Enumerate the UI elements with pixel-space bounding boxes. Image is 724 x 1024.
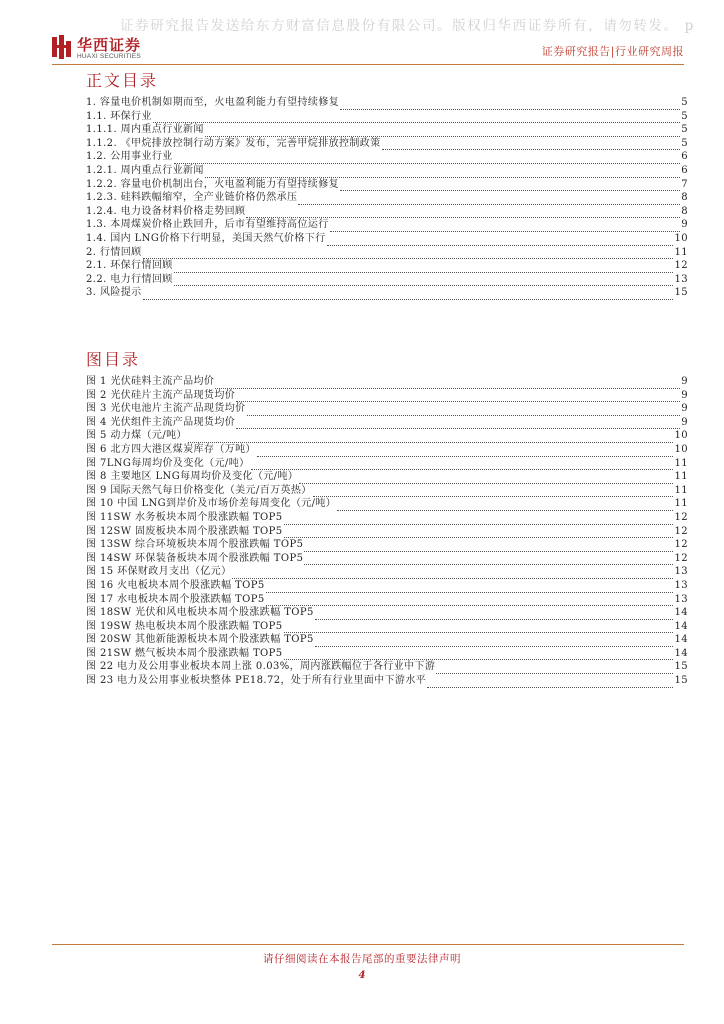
toc-dot-leader <box>143 290 674 300</box>
toc-entry-page[interactable]: 10 <box>674 430 688 442</box>
toc-dot-leader <box>298 195 680 205</box>
toc-entry-title[interactable]: 图 6 北方四大港区煤炭库存（万吨） <box>86 443 256 455</box>
toc-entry-page[interactable]: 14 <box>674 620 688 632</box>
toc-entry[interactable] <box>86 511 688 525</box>
toc-dot-leader <box>174 263 674 273</box>
toc-dot-leader <box>266 583 674 593</box>
report-type-label: 证券研究报告|行业研究周报 <box>541 45 684 58</box>
toc-entry-page[interactable]: 12 <box>674 552 688 564</box>
toc-dot-leader <box>246 208 680 218</box>
toc-dot-leader <box>327 236 674 246</box>
page-number: 4 <box>358 970 366 981</box>
toc-dot-leader <box>266 596 674 606</box>
toc-entry-page[interactable]: 15 <box>674 675 688 687</box>
toc-entry-title[interactable]: 2. 行情回顾 <box>86 246 142 258</box>
toc-entry[interactable] <box>86 660 688 674</box>
toc-entry-page[interactable]: 14 <box>674 647 688 659</box>
toc-entry-page[interactable]: 12 <box>674 260 688 272</box>
toc-entry-page[interactable]: 5 <box>681 137 688 149</box>
toc-entry-title[interactable]: 3. 风险提示 <box>86 287 142 299</box>
toc-entry-page[interactable]: 8 <box>681 192 688 204</box>
toc-entry[interactable] <box>86 647 688 661</box>
toc-entry-title[interactable]: 图 20SW 其他新能源板块本周个股涨跌幅 TOP5 <box>86 634 314 646</box>
toc-entry-title[interactable]: 图 16 火电板块本周个股涨跌幅 TOP5 <box>86 579 265 591</box>
toc-entry[interactable] <box>86 246 688 260</box>
toc-dot-leader <box>315 637 674 647</box>
toc-entry[interactable] <box>86 259 688 273</box>
toc-entry-page[interactable]: 12 <box>674 539 688 551</box>
toc-entry-title[interactable]: 图 22 电力及公用事业板块本周上涨 0.03%，周内涨跌幅位于各行业中下游 <box>86 661 436 673</box>
toc-entry-page[interactable]: 9 <box>681 403 688 415</box>
toc-entry-page[interactable]: 9 <box>681 219 688 231</box>
toc-entry-page[interactable]: 8 <box>681 205 688 217</box>
toc-entry[interactable] <box>86 565 688 579</box>
toc-entry-title[interactable]: 图 7LNG每周均价及变化（元/吨） <box>86 457 250 469</box>
logo-english-name: HUAXI SECURITIES <box>77 53 141 60</box>
toc-entry-title[interactable]: 图 4 光伏组件主流产品现货均价 <box>86 416 236 428</box>
toc-dot-leader <box>257 447 674 457</box>
toc-entry-page[interactable]: 13 <box>674 579 688 591</box>
toc-dot-leader <box>427 678 673 688</box>
toc-entry-title[interactable]: 1.2.3. 硅料跌幅缩窄，全产业链价格仍然承压 <box>86 192 298 204</box>
toc-entry[interactable] <box>86 443 688 457</box>
toc-entry[interactable] <box>86 457 688 471</box>
toc-entry-title[interactable]: 图 12SW 固废板块本周个股涨跌幅 TOP5 <box>86 525 283 537</box>
toc-dot-leader <box>304 542 673 552</box>
toc-dot-leader <box>284 623 674 633</box>
toc-dot-leader <box>153 113 680 123</box>
toc-entry[interactable] <box>86 593 688 607</box>
toc-entry[interactable] <box>86 205 688 219</box>
watermark-text: 证券研究报告发送给东方财富信息股份有限公司。版权归华西证券所有，请勿转发。 p <box>120 18 695 34</box>
toc-figures-list <box>86 375 688 688</box>
toc-entry-title[interactable]: 图 5 动力煤（元/吨） <box>86 430 187 442</box>
toc-dot-leader <box>382 140 681 150</box>
toc-entry-title[interactable]: 图 8 主要地区 LNG每周均价及变化（元/吨） <box>86 471 299 483</box>
toc-entry-title[interactable]: 图 19SW 热电板块本周个股涨跌幅 TOP5 <box>86 620 283 632</box>
toc-entry-page[interactable]: 12 <box>674 511 688 523</box>
toc-entry-page[interactable]: 9 <box>681 376 688 387</box>
toc-dot-leader <box>236 392 680 402</box>
toc-entry[interactable] <box>86 164 688 178</box>
toc-figures-title: 图目录 <box>86 350 141 369</box>
toc-entry[interactable] <box>86 470 688 484</box>
toc-entry-title[interactable]: 图 23 电力及公用事业板块整体 PE18.72，处于所有行业里面中下游水平 <box>86 675 427 687</box>
toc-dot-leader <box>284 528 674 538</box>
toc-entry[interactable] <box>86 606 688 620</box>
toc-entry[interactable] <box>86 375 688 389</box>
toc-entry[interactable] <box>86 150 688 164</box>
toc-entry-title[interactable]: 2.1. 环保行情回顾 <box>86 260 173 272</box>
toc-dot-leader <box>205 168 680 178</box>
toc-entry-title[interactable]: 图 10 中国 LNG到岸价及市场价差每周变化（元/吨） <box>86 498 337 510</box>
toc-dot-leader <box>143 249 674 259</box>
toc-entry[interactable] <box>86 123 688 137</box>
toc-dot-leader <box>340 100 680 110</box>
toc-dot-leader <box>205 127 680 137</box>
toc-entry[interactable] <box>86 416 688 430</box>
toc-entry-title[interactable]: 1.1.1. 周内重点行业新闻 <box>86 124 204 136</box>
toc-entry-page[interactable]: 15 <box>674 287 688 299</box>
page-header <box>52 35 684 65</box>
toc-entry-page[interactable]: 6 <box>681 151 688 163</box>
toc-dot-leader <box>174 276 674 286</box>
toc-entry-page[interactable]: 15 <box>674 661 688 673</box>
toc-entry[interactable] <box>86 633 688 647</box>
toc-entry[interactable] <box>86 552 688 566</box>
toc-entry-title[interactable]: 图 13SW 综合环境板块本周个股涨跌幅 TOP5 <box>86 539 304 551</box>
toc-entry-title[interactable]: 2.2. 电力行情回顾 <box>86 273 173 285</box>
legal-notice: 请仔细阅读在本报告尾部的重要法律声明 <box>263 953 461 965</box>
toc-main-list <box>86 96 688 300</box>
toc-entry-page[interactable]: 11 <box>674 471 688 483</box>
toc-entry-page[interactable]: 5 <box>681 124 688 136</box>
toc-entry-page[interactable]: 13 <box>674 566 688 578</box>
toc-entry-title[interactable]: 1. 容量电价机制如期而至，火电盈利能力有望持续修复 <box>86 97 340 108</box>
toc-entry-title[interactable]: 图 18SW 光伏和风电板块本周个股涨跌幅 TOP5 <box>86 607 314 619</box>
logo-chinese-name: 华西证券 <box>77 36 142 54</box>
toc-entry-page[interactable]: 6 <box>681 164 688 176</box>
toc-entry[interactable] <box>86 286 688 300</box>
toc-entry-title[interactable]: 图 21SW 燃气板块本周个股涨跌幅 TOP5 <box>86 647 283 659</box>
toc-entry-title[interactable]: 图 9 国际天然气每日价格变化（美元/百万英热） <box>86 484 312 496</box>
toc-entry[interactable] <box>86 484 688 498</box>
toc-entry[interactable] <box>86 525 688 539</box>
toc-entry-title[interactable]: 1.1.2. 《甲烷排放控制行动方案》发布，完善甲烷排放控制政策 <box>86 137 381 149</box>
toc-dot-leader <box>436 664 673 674</box>
toc-dot-leader <box>330 222 681 232</box>
toc-entry-page[interactable]: 14 <box>674 634 688 646</box>
toc-entry-page[interactable]: 9 <box>681 389 688 401</box>
toc-entry-title[interactable]: 1.3. 本周煤炭价格止跌回升，后市有望维持高位运行 <box>86 219 329 231</box>
toc-dot-leader <box>236 419 680 429</box>
toc-entry-page[interactable]: 10 <box>674 443 688 455</box>
footer-divider <box>52 944 684 945</box>
toc-dot-leader <box>304 555 673 565</box>
toc-entry-title[interactable]: 图 15 环保财政月支出（亿元） <box>86 566 232 578</box>
toc-entry-title[interactable]: 1.4. 国内 LNG价格下行明显，美国天然气价格下行 <box>86 232 326 244</box>
toc-entry-page[interactable]: 9 <box>681 416 688 428</box>
toc-entry-page[interactable]: 11 <box>674 484 688 496</box>
toc-entry[interactable] <box>86 273 688 287</box>
toc-entry[interactable] <box>86 232 688 246</box>
toc-entry[interactable] <box>86 218 688 232</box>
toc-entry[interactable] <box>86 178 688 192</box>
toc-entry[interactable] <box>86 429 688 443</box>
toc-entry[interactable] <box>86 96 688 110</box>
toc-dot-leader <box>284 515 674 525</box>
toc-entry-page[interactable]: 5 <box>681 97 688 108</box>
toc-main-title: 正文目录 <box>86 71 159 90</box>
toc-entry[interactable] <box>86 402 688 416</box>
toc-entry-title[interactable]: 图 11SW 水务板块本周个股涨跌幅 TOP5 <box>86 511 283 523</box>
toc-dot-leader <box>215 379 680 389</box>
toc-entry-title[interactable]: 图 3 光伏电池片主流产品现货均价 <box>86 403 246 415</box>
toc-entry[interactable] <box>86 579 688 593</box>
toc-entry-title[interactable]: 1.2.4. 电力设备材料价格走势回顾 <box>86 205 246 217</box>
toc-entry-page[interactable]: 11 <box>674 457 688 469</box>
toc-entry-page[interactable]: 11 <box>674 246 688 258</box>
toc-dot-leader <box>174 154 681 164</box>
toc-dot-leader <box>340 181 680 191</box>
toc-entry-page[interactable]: 13 <box>674 593 688 605</box>
toc-entry-page[interactable]: 14 <box>674 607 688 619</box>
huaxi-logo-icon <box>52 35 72 59</box>
toc-dot-leader <box>313 487 674 497</box>
toc-entry[interactable] <box>86 620 688 634</box>
toc-dot-leader <box>247 406 681 416</box>
toc-entry-title[interactable]: 图 14SW 环保装备板块本周个股涨跌幅 TOP5 <box>86 552 304 564</box>
toc-dot-leader <box>337 501 673 511</box>
toc-entry-title[interactable]: 图 17 水电板块本周个股涨跌幅 TOP5 <box>86 593 265 605</box>
toc-entry-page[interactable]: 12 <box>674 525 688 537</box>
toc-entry[interactable] <box>86 137 688 151</box>
toc-entry[interactable] <box>86 538 688 552</box>
toc-dot-leader <box>299 474 673 484</box>
toc-entry-title[interactable]: 图 1 光伏硅料主流产品均价 <box>86 376 215 387</box>
toc-entry-title[interactable]: 图 2 光伏硅片主流产品现货均价 <box>86 389 236 401</box>
toc-entry-page[interactable]: 13 <box>674 273 688 285</box>
toc-entry[interactable] <box>86 497 688 511</box>
toc-entry-page[interactable]: 11 <box>674 498 688 510</box>
toc-entry[interactable] <box>86 191 688 205</box>
toc-dot-leader <box>232 569 673 579</box>
header-divider <box>52 64 684 65</box>
toc-entry-title[interactable]: 1.2. 公用事业行业 <box>86 151 173 163</box>
toc-dot-leader <box>188 433 674 443</box>
toc-entry[interactable] <box>86 110 688 124</box>
toc-entry-title[interactable]: 1.2.2. 容量电价机制出台，火电盈利能力有望持续修复 <box>86 178 340 190</box>
toc-entry[interactable] <box>86 389 688 403</box>
toc-entry-page[interactable]: 10 <box>674 232 688 244</box>
toc-dot-leader <box>251 460 674 470</box>
toc-dot-leader <box>315 610 674 620</box>
toc-entry-page[interactable]: 7 <box>681 178 688 190</box>
toc-entry-title[interactable]: 1.2.1. 周内重点行业新闻 <box>86 164 204 176</box>
toc-entry[interactable] <box>86 674 688 688</box>
toc-dot-leader <box>284 650 674 660</box>
toc-entry-title[interactable]: 1.1. 环保行业 <box>86 110 152 122</box>
toc-entry-page[interactable]: 5 <box>681 110 688 122</box>
